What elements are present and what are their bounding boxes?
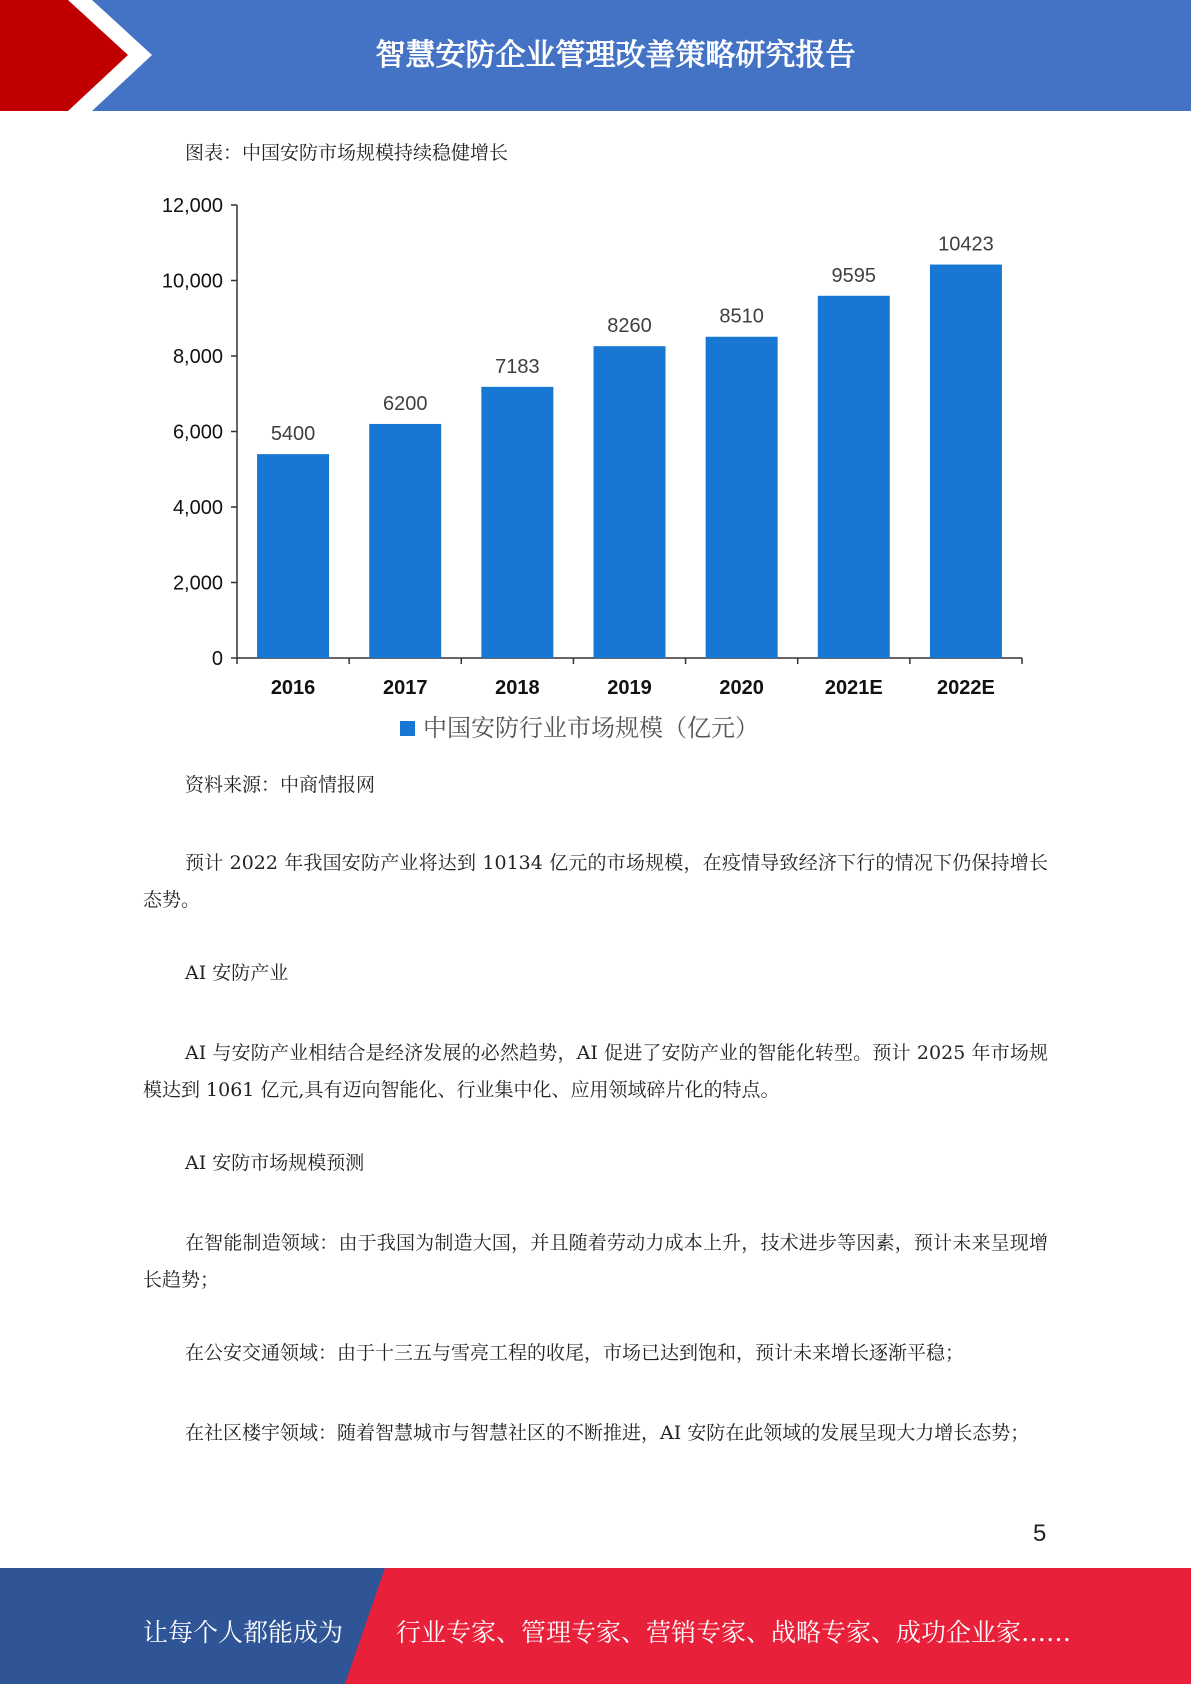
- paragraph-market-forecast: 预计 2022 年我国安防产业将达到 10134 亿元的市场规模，在疫情导致经济下行的情况下仍保持增长态势。: [143, 852, 1048, 911]
- bar: [257, 454, 329, 658]
- x-tick-label: 2021E: [824, 677, 883, 699]
- bar: [369, 424, 441, 658]
- x-tick-label: 2016: [270, 677, 316, 699]
- bar-data-label: 10423: [938, 233, 994, 256]
- x-tick-label: 2018: [495, 677, 540, 699]
- y-tick-label: 4,000: [172, 497, 223, 519]
- bar: [706, 337, 778, 658]
- bar-chart: [140, 185, 1040, 750]
- x-tick-label: 2020: [719, 677, 764, 699]
- y-tick-label: 0: [211, 648, 223, 670]
- y-tick-label: 10,000: [161, 270, 223, 293]
- paragraph-community-building: 在社区楼宇领域：随着智慧城市与智慧社区的不断推进，AI 安防在此领域的发展呈现大力增长态势；: [185, 1422, 1030, 1444]
- figure-caption: 图表：中国安防市场规模持续稳健增长: [185, 142, 509, 164]
- footer-slogan-right: 行业专家、管理专家、营销专家、战略专家、成功企业家……: [396, 1618, 1072, 1647]
- legend-swatch: [400, 721, 415, 736]
- y-tick-label: 8,000: [172, 346, 223, 368]
- y-tick-label: 2,000: [172, 572, 223, 595]
- y-tick-label: 6,000: [172, 421, 223, 444]
- x-tick-label: 2019: [607, 677, 652, 699]
- bar: [930, 265, 1002, 658]
- y-tick-label: 12,000: [161, 195, 223, 217]
- page-number: 5: [1033, 1520, 1047, 1547]
- report-title: 智慧安防企业管理改善策略研究报告: [375, 38, 856, 73]
- bar-data-label: 6200: [382, 392, 428, 415]
- bar: [818, 296, 890, 658]
- bar: [594, 346, 666, 658]
- x-tick-label: 2017: [382, 677, 428, 699]
- heading-ai-market-forecast: AI 安防市场规模预测: [185, 1152, 365, 1174]
- bar-data-label: 7183: [495, 355, 540, 378]
- bar: [481, 387, 553, 658]
- bar-data-label: 5400: [270, 423, 316, 446]
- footer-slogan-left: 让每个人都能成为: [143, 1618, 344, 1647]
- x-tick-label: 2022E: [937, 677, 995, 699]
- page-header: [0, 0, 1191, 111]
- bar-data-label: 9595: [831, 264, 877, 287]
- paragraph-ai-security: AI 与安防产业相结合是经济发展的必然趋势，AI 促进了安防产业的智能化转型。预计 2025 年市场规模达到 1061 亿元,具有迈向智能化、行业集中化、应用领域碎片化的特点。: [143, 1042, 1048, 1101]
- bar-data-label: 8510: [719, 305, 764, 328]
- heading-ai-security-industry: AI 安防产业: [185, 962, 289, 984]
- legend-label: 中国安防行业市场规模（亿元）: [423, 715, 759, 742]
- figure-source: 资料来源：中商情报网: [185, 774, 376, 796]
- paragraph-public-traffic: 在公安交通领域：由于十三五与雪亮工程的收尾，市场已达到饱和，预计未来增长逐渐平稳；: [185, 1342, 965, 1364]
- bar-data-label: 8260: [607, 315, 652, 338]
- paragraph-smart-manufacturing: 在智能制造领域：由于我国为制造大国，并且随着劳动力成本上升，技术进步等因素，预计未来呈现增长趋势；: [143, 1232, 1048, 1291]
- page-footer: [0, 1568, 1191, 1684]
